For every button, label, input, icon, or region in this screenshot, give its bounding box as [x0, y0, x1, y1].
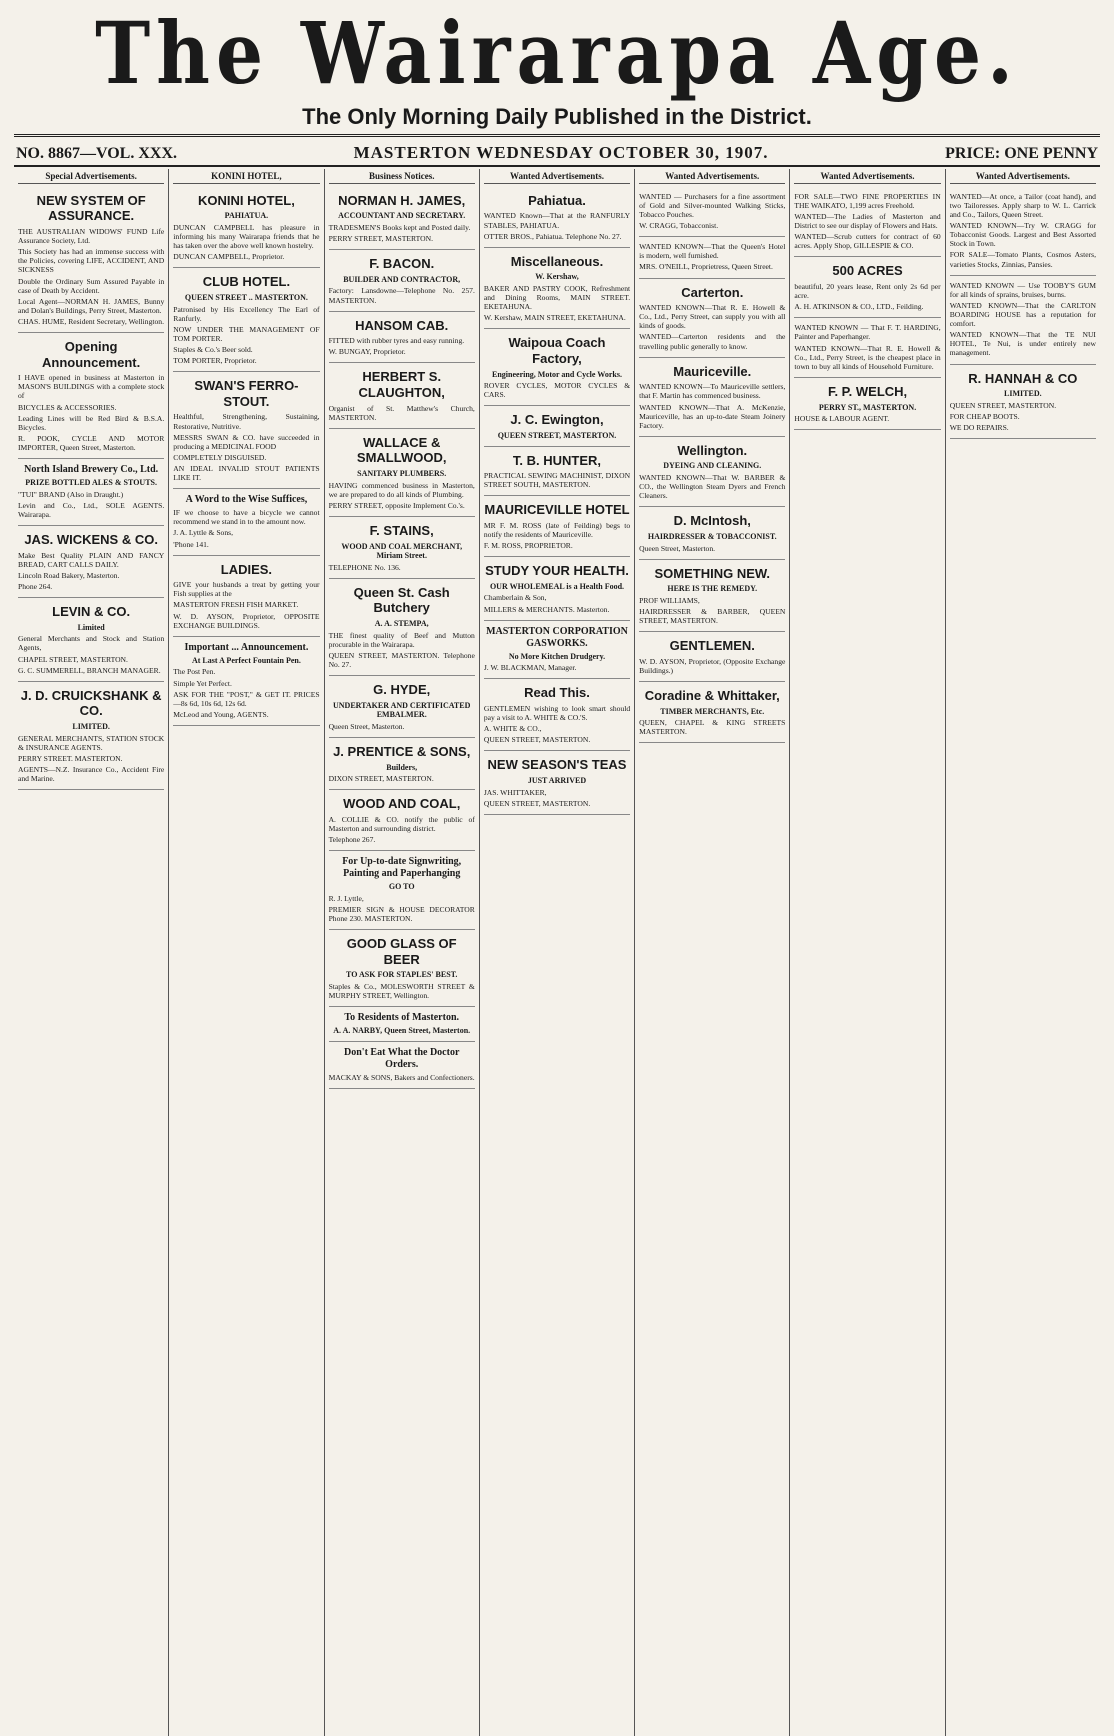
ad-title: J. D. CRUICKSHANK & CO. — [20, 687, 162, 719]
advertisement — [484, 751, 630, 814]
ad-line: Telephone 267. — [328, 835, 376, 845]
ad-title: NORMAN H. JAMES, — [338, 192, 466, 208]
column-header: Wanted Advertisements. — [950, 171, 1096, 184]
ad-line: WANTED—The Ladies of Masterton and District to see our display of Flowers and Hats. — [794, 212, 941, 231]
advertisement — [329, 363, 475, 428]
ad-line: WANTED KNOWN—That the TE NUI HOTEL, Te Nui, is under entirely new management. — [949, 330, 1096, 358]
advertisement — [329, 930, 475, 1007]
advertisement — [329, 250, 475, 311]
ad-line: WANTED—Carterton residents and the travelling public generally to know. — [639, 332, 786, 351]
ad-line: Chamberlain & Son, — [483, 593, 547, 603]
ad-line: QUEEN STREET, MASTERTON. — [949, 400, 1057, 410]
ad-line: FOR CHEAP BOOTS. — [949, 411, 1020, 421]
advertisement — [639, 560, 785, 633]
column-header: Business Notices. — [329, 171, 475, 184]
ad-line: WANTED KNOWN—To Mauriceville settlers, that F. Martin has commenced business. — [639, 382, 786, 401]
ad-title: Coradine & Whittaker, — [644, 687, 780, 703]
ad-line: BICYCLES & ACCESSORIES. — [18, 402, 117, 412]
advertisement — [950, 276, 1096, 365]
ad-title: Carterton. — [681, 284, 744, 300]
advertisement — [794, 187, 940, 258]
ad-line: MESSRS SWAN & CO. have succeeded in producing a MEDICINAL FOOD — [173, 432, 320, 451]
advertisement — [173, 556, 319, 637]
ad-line: W. Kershaw, — [535, 272, 579, 282]
ad-line: HAVING commenced business in Masterton, we are prepared to do all kinds of Plumbing. — [328, 480, 475, 499]
ad-title: STUDY YOUR HEALTH. — [485, 563, 629, 579]
advertisement — [329, 851, 475, 930]
ad-line: Healthful, Strengthening, Sustaining, Restorative, Nutritive. — [173, 412, 320, 431]
ad-title: GENTLEMEN. — [669, 638, 755, 654]
ad-title: T. B. HUNTER, — [512, 452, 602, 468]
ad-title: Miscellaneous. — [510, 253, 604, 269]
ad-line: WANTED—Scrub cutters for contract of 60 acres. Apply Shop, GILLESPIE & CO. — [794, 232, 941, 251]
dateline — [14, 134, 1100, 167]
ad-line: Queen Street, Masterton. — [639, 543, 716, 553]
ad-line: JAS. WHITTAKER, — [483, 787, 547, 797]
ad-line: W. Kershaw, MAIN STREET, EKETAHUNA. — [483, 313, 626, 323]
ad-line: MASTERTON FRESH FISH MARKET. — [173, 600, 299, 610]
ad-line: THE AUSTRALIAN WIDOWS' FUND Life Assurance Society, Ltd. — [18, 226, 165, 246]
advertisement — [173, 372, 319, 489]
advertisement — [639, 437, 785, 508]
ad-line: A. WHITE & CO., — [483, 724, 542, 734]
ad-line: WANTED KNOWN—Try W. CRAGG for Tobacconist Goods. Largest and Best Assorted Stock in Town. — [949, 221, 1096, 249]
ad-line: TIMBER MERCHANTS, Etc. — [660, 706, 765, 716]
advertisement — [794, 257, 940, 318]
ad-title: NEW SEASON'S TEAS — [487, 757, 627, 773]
ad-line: beautiful, 20 years lease, Rent only 2s 6d per acre. — [794, 282, 941, 301]
ad-line: WANTED — Purchasers for a fine assortment of Gold and Silver-mounted Walking Sticks, Tobacco Pouches. — [639, 191, 786, 220]
ad-line: IF we choose to have a bicycle we cannot recommend we stand in to the amount now. — [173, 508, 320, 527]
ad-line: WE DO REPAIRS. — [949, 422, 1009, 432]
ad-line: LIMITED. — [1004, 389, 1042, 399]
advertisement — [639, 682, 785, 743]
advertisement — [484, 248, 630, 330]
column-header: Special Advertisements. — [18, 171, 164, 184]
ad-line: Levin and Co., Ltd., SOLE AGENTS. Wairarapa. — [18, 500, 165, 519]
columns — [14, 169, 1100, 1736]
ad-title: Queen St. Cash Butchery — [353, 584, 450, 616]
advertisement — [173, 489, 319, 555]
advertisement — [794, 318, 940, 378]
advertisement — [950, 187, 1096, 276]
advertisement — [173, 637, 319, 726]
ad-line: R. J. Lyttle, — [328, 893, 364, 903]
advertisement — [329, 517, 475, 579]
ad-line: AGENTS—N.Z. Insurance Co., Accident Fire and Marine. — [18, 764, 165, 783]
ad-line: OUR WHOLEMEAL is a Health Food. — [489, 581, 625, 591]
column-3 — [325, 169, 480, 1736]
advertisement — [329, 676, 475, 738]
ad-title: SWAN'S FERRO-STOUT. — [194, 378, 299, 409]
ad-line: Phone 264. — [18, 581, 53, 591]
advertisement — [639, 279, 785, 358]
advertisement — [329, 187, 475, 250]
issue-date: MASTERTON WEDNESDAY OCTOBER 30, 1907. — [353, 143, 769, 162]
ad-line: Queen Street, Masterton. — [328, 721, 405, 731]
column-4 — [480, 169, 635, 1736]
ad-title: WALLACE & SMALLWOOD, — [356, 434, 447, 466]
ad-line: WANTED KNOWN—That R. E. Howell & Co., Ltd., Perry Street, is the cheapest place in town to buy all kinds of Household Furniture. — [794, 343, 941, 371]
advertisement — [639, 187, 785, 237]
advertisement — [484, 447, 630, 497]
ad-line: WANTED—At once, a Tailor (coat hand), and two Tailoresses. Apply sharp to W. L. Carrick and Co., Tailors, Queen Street. — [949, 191, 1096, 220]
ad-line: SANITARY PLUMBERS. — [357, 469, 447, 479]
advertisement — [484, 679, 630, 751]
ad-line: FOR SALE—Tomato Plants, Cosmos Asters, varieties Stocks, Zinnias, Pansies. — [949, 250, 1096, 269]
ad-line: GIVE your husbands a treat by getting your Fish supplies at the — [173, 580, 320, 599]
ad-line: MRS. O'NEILL, Proprietress, Queen Street. — [639, 262, 773, 272]
ad-line: The Post Pen. — [173, 667, 216, 677]
ad-title: SOMETHING NEW. — [654, 565, 771, 581]
ad-line: WANTED KNOWN — That F. T. HARDING, Painter and Paperhanger. — [794, 323, 941, 342]
ad-line: W. D. AYSON, Proprietor, OPPOSITE EXCHANGE BUILDINGS. — [173, 611, 320, 630]
advertisement — [950, 365, 1096, 440]
ad-title: Waipoua Coach Factory, — [508, 335, 606, 366]
ad-line: DUNCAN CAMPBELL has pleasure in informing his many Wairarapa friends that he has taken over the above well known hostelry. — [173, 222, 320, 251]
ad-line: HAIRDRESSER & TOBACCONIST. — [647, 531, 777, 541]
ad-line: Simple Yet Perfect. — [173, 678, 232, 688]
ad-line: PERRY ST., MASTERTON. — [818, 402, 917, 412]
ad-line: PAHIATUA. — [224, 211, 269, 221]
ad-line: ACCOUNTANT AND SECRETARY. — [338, 211, 466, 221]
ad-line: TO ASK FOR STAPLES' BEST. — [346, 970, 458, 980]
ad-title: NEW SYSTEM OF ASSURANCE. — [36, 192, 146, 224]
ad-line: WANTED KNOWN—That W. BARBER & CO., the Wellington Steam Dyers and French Cleaners. — [639, 473, 786, 501]
ad-title: For Up-to-date Signwriting, Painting and Paperhanging — [342, 856, 462, 880]
ad-title: A Word to the Wise Suffices, — [185, 494, 308, 506]
advertisement — [329, 1042, 475, 1089]
advertisement — [329, 790, 475, 851]
ad-line: FOR SALE—TWO FINE PROPERTIES IN THE WAIKATO, 1,199 acres Freehold. — [794, 191, 941, 210]
advertisement — [639, 237, 785, 278]
ad-title: LEVIN & CO. — [52, 604, 131, 620]
advertisement — [18, 459, 164, 526]
ad-line: WANTED KNOWN—That R. E. Howell & Co., Ltd., Perry Street, can supply you with all kinds of goods. — [639, 303, 786, 331]
advertisement — [329, 1007, 475, 1042]
ad-title: KONINI HOTEL, — [198, 192, 295, 208]
ad-line: PERRY STREET, opposite Implement Co.'s. — [328, 500, 465, 510]
ad-line: FITTED with rubber tyres and easy running. — [328, 336, 465, 346]
masthead-tagline: The Only Morning Daily Published in the District. — [302, 104, 812, 129]
advertisement — [329, 429, 475, 517]
column-header: Wanted Advertisements. — [794, 171, 940, 184]
ad-title: G. HYDE, — [373, 682, 431, 698]
ad-title: Don't Eat What the Doctor Orders. — [344, 1046, 460, 1070]
ad-line: A. COLLIE & CO. notify the public of Masterton and surrounding district. — [328, 814, 475, 833]
ad-line: GENERAL MERCHANTS, STATION STOCK & INSURANCE AGENTS. — [18, 733, 165, 752]
ad-line: Engineering, Motor and Cycle Works. — [492, 369, 622, 379]
ad-line: Factory: Lansdowne—Telephone No. 257. MASTERTON. — [328, 286, 475, 305]
ad-line: WOOD AND COAL MERCHANT, Miriam Street. — [341, 541, 463, 561]
ad-title: J. C. Ewington, — [510, 412, 604, 428]
ad-line: Staples & Co.'s Beer sold. — [173, 345, 253, 355]
ad-line: QUEEN STREET .. MASTERTON. — [184, 293, 308, 303]
advertisement — [484, 557, 630, 620]
ad-line: GENTLEMEN wishing to look smart should pay a visit to A. WHITE & CO.'S. — [483, 703, 631, 723]
ad-title: F. STAINS, — [369, 522, 434, 538]
ad-line: WANTED KNOWN — Use TOOBY'S GUM for all kinds of sprains, bruises, burns. — [949, 280, 1096, 299]
ad-title: D. McIntosh, — [673, 513, 751, 529]
ad-line: HAIRDRESSER & BARBER, QUEEN STREET, MASTERTON. — [639, 606, 786, 626]
ad-line: TRADESMEN'S Books kept and Posted daily. — [328, 222, 471, 232]
ad-line: QUEEN STREET, MASTERTON. Telephone No. 27. — [328, 650, 475, 669]
ad-title: Opening Announcement. — [42, 339, 141, 370]
ad-line: WANTED Known—That at the RANFURLY STABLES, PAHIATUA. — [483, 211, 631, 230]
ad-line: This Society has had an immense success with the Policies, covering LIFE, ACCIDENT, AND SICKNESS — [18, 247, 165, 275]
ad-line: MR F. M. ROSS (late of Feilding) begs to notify the residents of Mauriceville. — [483, 520, 631, 540]
advertisement — [639, 507, 785, 559]
ad-line: DIXON STREET, MASTERTON. — [328, 774, 434, 784]
ad-line: Double the Ordinary Sum Assured Payable in case of Death by Accident. — [18, 276, 165, 295]
advertisement — [173, 187, 319, 269]
ad-line: ASK FOR THE "POST," & GET IT. PRICES—8s 6d, 10s 6d, 12s 6d. — [173, 689, 320, 708]
ad-line: Staples & Co., MOLESWORTH STREET & MURPHY STREET, Wellington. — [328, 981, 475, 1000]
ad-line: HERE IS THE REMEDY. — [667, 584, 758, 594]
ad-title: F. P. WELCH, — [827, 383, 908, 399]
ad-line: W. CRAGG, Tobacconist. — [639, 221, 719, 231]
ad-line: General Merchants and Stock and Station Agents, — [18, 634, 165, 653]
ad-line: F. M. ROSS, PROPRIETOR. — [483, 541, 573, 551]
ad-line: WANTED KNOWN—That the CARLTON BOARDING HOUSE has a reputation for comfort. — [949, 300, 1096, 329]
ad-title: HERBERT S. CLAUGHTON, — [358, 369, 445, 401]
column-header: KONINI HOTEL, — [173, 171, 319, 184]
ad-title: MAURICEVILLE HOTEL — [484, 502, 630, 518]
ad-line: A. H. ATKINSON & CO., LTD., Feilding. — [794, 302, 924, 312]
advertisement — [18, 333, 164, 459]
ad-line: Builders, — [386, 762, 418, 772]
ad-line: CHAS. HUME, Resident Secretary, Wellington. — [18, 316, 164, 326]
column-7 — [946, 169, 1100, 1736]
ad-title: Wellington. — [677, 442, 748, 458]
advertisement — [173, 268, 319, 372]
ad-line: QUEEN STREET, MASTERTON. — [497, 430, 617, 440]
ad-line: "TUI" BRAND (Also in Draught.) — [18, 489, 124, 499]
ad-line: BUILDER AND CONTRACTOR, — [343, 274, 461, 284]
ad-line: J. A. Lyttle & Sons, — [173, 528, 233, 538]
ad-line: THE finest quality of Beef and Mutton procurable in the Wairarapa. — [328, 630, 475, 649]
ad-title: JAS. WICKENS & CO. — [24, 532, 158, 548]
ad-line: QUEEN STREET, MASTERTON. — [483, 735, 591, 745]
ad-line: MACKAY & SONS, Bakers and Confectioners. — [328, 1072, 475, 1082]
ad-title: To Residents of Masterton. — [344, 1012, 460, 1024]
advertisement — [18, 682, 164, 790]
ad-line: A. A. NARBY, Queen Street, Masterton. — [333, 1026, 471, 1036]
ad-line: WANTED KNOWN—That A. McKenzie, Mauriceville, has an up-to-date Steam Joinery Factory. — [639, 402, 786, 430]
ad-title: HANSOM CAB. — [355, 317, 449, 333]
ad-line: W. D. AYSON, Proprietor, (Opposite Exchange Buildings.) — [639, 656, 786, 675]
ad-line: W. BUNGAY, Proprietor. — [328, 347, 406, 357]
ad-line: Organist of St. Matthew's Church, MASTERTON. — [328, 403, 475, 422]
ad-title: Mauriceville. — [673, 363, 752, 379]
ad-line: NOW UNDER THE MANAGEMENT OF TOM PORTER. — [173, 324, 320, 343]
advertisement — [329, 579, 475, 676]
advertisement — [329, 738, 475, 790]
ad-line: CHAPEL STREET, MASTERTON. — [18, 654, 128, 664]
ad-title: North Island Brewery Co., Ltd. — [24, 464, 159, 476]
ad-line: PERRY STREET, MASTERTON. — [328, 234, 434, 244]
ad-line: PREMIER SIGN & HOUSE DECORATOR Phone 230. MASTERTON. — [328, 904, 475, 923]
column-6 — [790, 169, 945, 1736]
ad-line: McLeod and Young, AGENTS. — [173, 709, 269, 719]
ad-title: MASTERTON CORPORATION GASWORKS. — [486, 625, 628, 649]
ad-line: HOUSE & LABOUR AGENT. — [794, 414, 890, 424]
ad-title: LADIES. — [220, 561, 273, 577]
advertisement — [18, 598, 164, 682]
ad-line: PERRY STREET. MASTERTON. — [18, 753, 123, 763]
advertisement — [484, 621, 630, 680]
ad-line: Make Best Quality PLAIN AND FANCY BREAD, CART CALLS DAILY. — [18, 550, 165, 569]
ad-line: Patronised by His Excellency The Earl of Ranfurly. — [173, 304, 320, 323]
ad-line: PRACTICAL SEWING MACHINIST, DIXON STREET SOUTH, MASTERTON. — [483, 471, 631, 490]
advertisement — [484, 329, 630, 406]
ad-title: WOOD AND COAL, — [343, 796, 461, 812]
ad-title: Read This. — [524, 685, 590, 701]
ad-line: R. POOK, CYCLE AND MOTOR IMPORTER, Queen Street, Masterton. — [18, 433, 165, 453]
ad-line: 'Phone 141. — [173, 539, 209, 549]
ad-title: R. HANNAH & CO — [968, 370, 1078, 386]
column-2 — [169, 169, 324, 1736]
ad-line: PRIZE BOTTLED ALES & STOUTS. — [25, 478, 157, 488]
masthead-title: The Wairarapa Age. — [95, 4, 1019, 104]
ad-line: WANTED KNOWN—That the Queen's Hotel is modern, well furnished. — [639, 242, 786, 261]
column-1 — [14, 169, 169, 1736]
ad-line: DYEING AND CLEANING. — [663, 461, 762, 471]
advertisement — [484, 496, 630, 557]
ad-line: OTTER BROS., Pahiatua. Telephone No. 27. — [483, 231, 622, 241]
column-header: Wanted Advertisements. — [484, 171, 630, 184]
ad-line: ROVER CYCLES, MOTOR CYCLES & CARS. — [483, 381, 631, 400]
ad-line: A. A. STEMPA, — [374, 619, 429, 629]
ad-line: JUST ARRIVED — [527, 776, 587, 785]
issue-price: PRICE: ONE PENNY — [945, 145, 1098, 162]
ad-line: QUEEN STREET, MASTERTON. — [483, 798, 591, 808]
ad-line: PROF WILLIAMS, — [639, 595, 700, 605]
advertisement — [18, 187, 164, 333]
ad-line: UNDERTAKER AND CERTIFICATED EMBALMER. — [333, 700, 471, 720]
ad-title: CLUB HOTEL. — [202, 274, 291, 290]
ad-line: J. W. BLACKMAN, Manager. — [483, 663, 577, 673]
advertisement — [794, 378, 940, 430]
ad-line: I HAVE opened in business at Masterton in MASON'S BUILDINGS with a complete stock of — [18, 373, 165, 401]
advertisement — [484, 187, 630, 248]
ad-line: COMPLETELY DISGUISED. — [173, 452, 267, 462]
ad-line: No More Kitchen Drudgery. — [508, 651, 606, 661]
ad-line: TOM PORTER, Proprietor. — [173, 356, 257, 366]
ad-title: 500 ACRES — [832, 263, 903, 279]
ad-title: Important ... Announcement. — [184, 641, 309, 653]
ad-line: BAKER AND PASTRY COOK, Refreshment and Dining Rooms, MAIN STREET. EKETAHUNA. — [483, 283, 631, 312]
ad-title: J. PRENTICE & SONS, — [333, 743, 471, 759]
ad-line: TELEPHONE No. 136. — [328, 562, 401, 572]
column-5 — [635, 169, 790, 1736]
ad-title: GOOD GLASS OF BEER — [346, 936, 457, 967]
ad-line: G. C. SUMMERELL, BRANCH MANAGER. — [18, 665, 161, 675]
advertisement — [329, 312, 475, 364]
advertisement — [18, 526, 164, 598]
ad-title: Pahiatua. — [528, 192, 586, 208]
ad-line: At Last A Perfect Fountain Pen. — [191, 655, 301, 665]
ad-line: MILLERS & MERCHANTS. Masterton. — [483, 604, 610, 614]
ad-line: Lincoln Road Bakery, Masterton. — [18, 570, 120, 580]
advertisement — [639, 358, 785, 437]
ad-line: LIMITED. — [72, 721, 110, 731]
ad-line: AN IDEAL INVALID STOUT PATIENTS LIKE IT. — [173, 464, 320, 483]
issue-number: NO. 8867—VOL. XXX. — [16, 145, 178, 162]
advertisement — [639, 632, 785, 682]
ad-line: DUNCAN CAMPBELL, Proprietor. — [173, 252, 285, 262]
masthead — [14, 4, 1100, 104]
ad-title: F. BACON. — [369, 256, 435, 272]
ad-line: QUEEN, CHAPEL & KING STREETS MASTERTON. — [639, 718, 786, 737]
ad-line: Local Agent—NORMAN H. JAMES, Bunny and Dolan's Buildings, Perry Street, Masterton. — [18, 296, 165, 315]
ad-line: Leading Lines will be Red Bird & B.S.A. Bicycles. — [18, 413, 165, 432]
column-header: Wanted Advertisements. — [639, 171, 785, 184]
advertisement — [484, 406, 630, 446]
ad-line: GO TO — [388, 882, 415, 892]
ad-line: Limited — [77, 622, 105, 632]
